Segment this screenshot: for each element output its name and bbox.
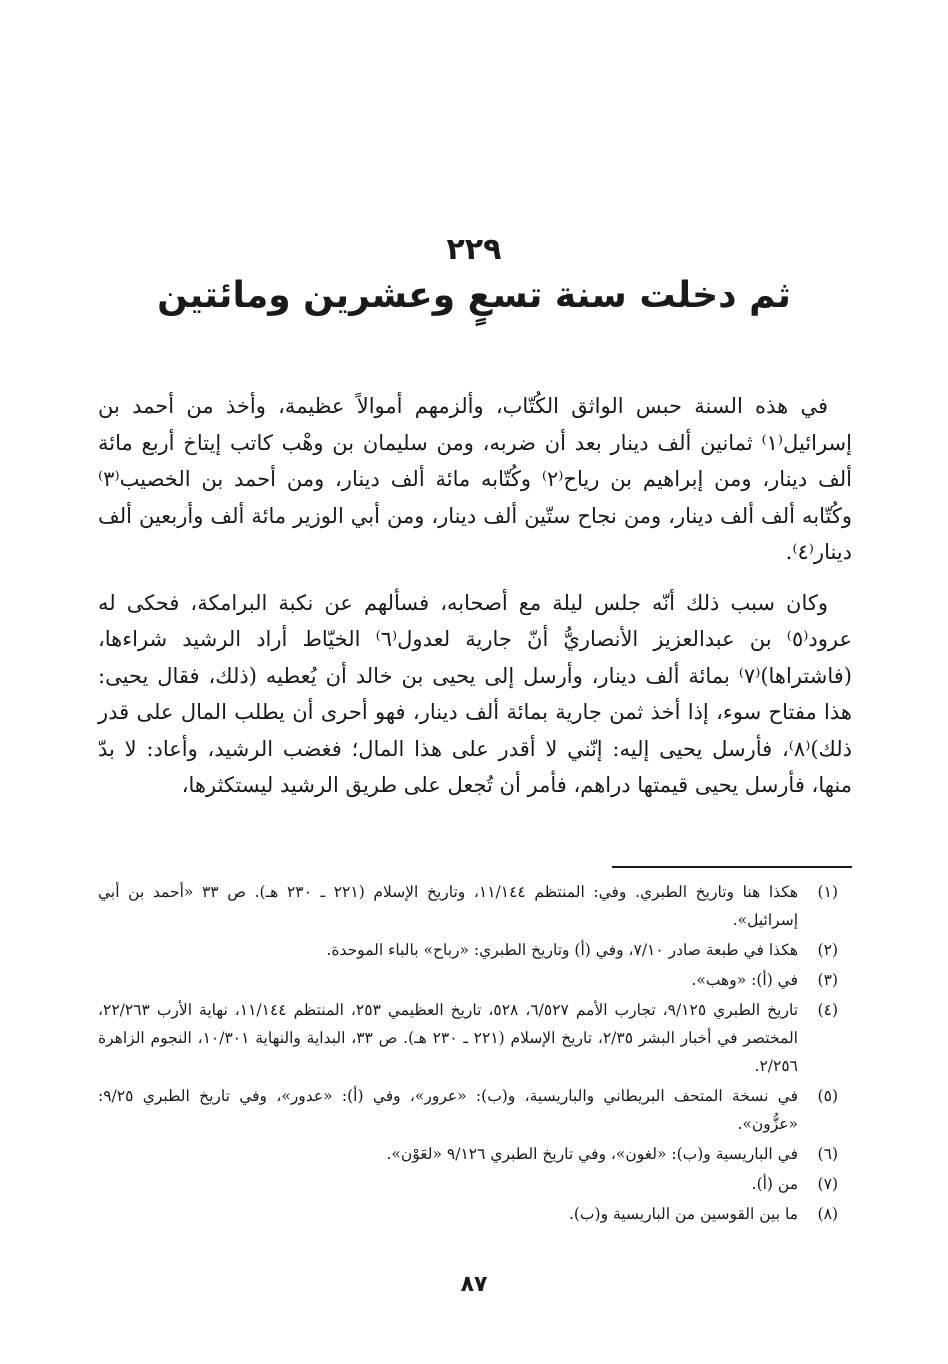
page-number: ٨٧ [460,1272,488,1297]
footnotes [98,878,852,1230]
footnote-text: من (أ). [751,1175,798,1193]
footnote-text: في نسخة المتحف البريطاني والباريسية، و(ب): «عرور»، وفي (أ): «عدور»، وفي تاريخ الطبري ٩/٢٥: «عزُّون». [98,1087,798,1133]
footnote-number: (٤) [817,1001,838,1019]
footnote-number: (٢) [817,941,838,959]
paragraph: في هذه السنة حبس الواثق الكُتّاب، وألزمهم أموالاً عظيمة، وأخذ من أحمد بن إسرائيل⁽١⁾ ثمانين ألف دينار بعد أن ضربه، ومن سليمان بن وهْب كاتب إيتاخ أربع مائة ألف دينار، ومن إبراهيم بن رياح⁽٢⁾ وكُتّابه مائة ألف دينار، ومن أحمد بن الخصيب⁽٣⁾ وكُتّابه ألف ألف دينار، ومن نجاح ستّين ألف دينار، ومن أبي الوزير مائة ألف وأربعين ألف دينار⁽٤⁾. [98,394,852,564]
footnote-number: (٣) [817,971,838,989]
footnote-text: تاريخ الطبري ٩/١٢٥، تجارب الأمم ٦/٥٢٧، ٥٢٨، تاريخ العظيمي ٢٥٣، المنتظم ١١/١٤٤، نهاية الأرب ٢٢/٢٦٣، المختصر في أخبار البشر ٢/٣٥، تاريخ الإسلام (٢٢١ ـ ٢٣٠ هـ). ص ٣٣، البداية والنهاية ١٠/٣٠١، النجوم الزاهرة ٢/٢٥٦. [98,1001,799,1075]
main-text [98,388,852,804]
footnote-item [98,1140,852,1168]
footnote-item [98,936,852,964]
year-number: ٢٢٩ [446,232,502,267]
footnote-item [98,966,852,994]
footnote-item [98,878,852,934]
footnote-number: (٧) [817,1175,838,1193]
footnote-number: (٦) [817,1145,838,1163]
footnote-item [98,1200,852,1228]
footnote-item [98,1170,852,1198]
paragraph: وكان سبب ذلك أنّه جلس ليلة مع أصحابه، فسألهم عن نكبة البرامكة، فحكى له عرود⁽٥⁾ بن عبدالعزيز الأنصاريُّ أنّ جارية لعدول⁽٦⁾ الخيّاط أراد الرشيد شراءها، (فاشتراها)⁽٧⁾ بمائة ألف دينار، وأرسل إلى يحيى بن خالد أن يُعطيه (ذلك، فقال يحيى: هذا مفتاح سوء، إذا أخذ ثمن جارية بمائة ألف دينار، فهو أحرى أن يطلب المال على قدر ذلك)⁽٨⁾، فأرسل يحيى إليه: إنّني لا أقدر على هذا المال؛ فغضب الرشيد، وأعاد: لا بدّ منها، فأرسل يحيى قيمتها دراهم، فأمر أن تُجعل على طريق الرشيد ليستكثرها، [98,590,852,797]
footnote-item [98,1082,852,1138]
footnote-number: (٨) [817,1205,838,1223]
footnote-text: في الباريسية و(ب): «لغون»، وفي تاريخ الطبري ٩/١٢٦ «لعَوْن». [386,1145,798,1163]
footnote-item [98,996,852,1080]
footnote-number: (١) [817,883,838,901]
chapter-title: ثم دخلت سنة تسعٍ وعشرين ومائتين [157,275,791,316]
footnote-text: هكذا هنا وتاريخ الطبري. وفي: المنتظم ١١/١٤٤، وتاريخ الإسلام (٢٢١ ـ ٢٣٠ هـ). ص ٣٣ «أحمد بن أبي إسرائيل». [98,883,798,929]
footnote-text: في (أ): «وهب». [691,971,798,989]
footnote-text: هكذا في طبعة صادر ٧/١٠، وفي (أ) وتاريخ الطبري: «رباح» بالباء الموحدة. [326,941,798,959]
footnote-text: ما بين القوسين من الباريسية و(ب). [568,1205,798,1223]
footnote-separator [612,866,852,868]
footnote-number: (٥) [817,1087,838,1105]
